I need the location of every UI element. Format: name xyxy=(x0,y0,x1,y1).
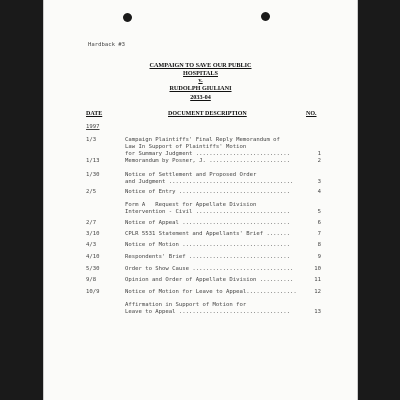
entry-description-line: and Judgment ..................................... xyxy=(125,179,294,185)
entry-description-line: Notice of Settlement and Proposed Order xyxy=(125,172,257,178)
entry-date: 10/9 xyxy=(86,289,100,295)
entry-date: 3/10 xyxy=(86,231,100,237)
entry-description xyxy=(125,231,306,238)
case-title-line: CAMPAIGN TO SAVE OUR PUBLIC xyxy=(149,62,252,69)
entry-description-line: Form A Request for Appellate Division xyxy=(125,202,257,208)
case-title-line: RUDOLPH GIULIANI xyxy=(169,84,232,92)
column-header-date: DATE xyxy=(86,111,103,117)
entry-date: 4/10 xyxy=(86,254,100,260)
entry-description-line: Notice of Motion for Leave to Appeal............... xyxy=(125,289,297,295)
entry-number: 13 xyxy=(314,309,321,315)
entry-description xyxy=(125,137,306,158)
entry-description-line: Memorandum by Posner, J. ........................ xyxy=(125,158,291,164)
hardback-label: Hardback #3 xyxy=(88,42,126,48)
column-header-description: DOCUMENT DESCRIPTION xyxy=(168,111,247,117)
entry-description xyxy=(125,202,306,216)
entry-description xyxy=(125,266,306,273)
document-page xyxy=(44,0,357,400)
entry-number: 11 xyxy=(314,277,321,283)
entry-number: 3 xyxy=(317,179,321,185)
entry-description-line: Leave to Appeal ................................. xyxy=(125,309,291,315)
entry-description xyxy=(125,189,306,196)
case-title-line: v. xyxy=(198,77,203,85)
entry-description xyxy=(125,242,306,249)
entry-description-line: for Summary Judgment ............................ xyxy=(125,151,291,157)
entry-description-line: CPLR 5531 Statement and Appellants' Brief ....... xyxy=(125,231,291,237)
entry-description xyxy=(125,254,306,261)
entry-description-line: Intervention - Civil ............................ xyxy=(125,209,291,215)
entry-number: 9 xyxy=(317,254,321,260)
case-title xyxy=(44,62,357,102)
entry-description xyxy=(125,220,306,227)
entry-number: 4 xyxy=(317,189,321,195)
binder-hole xyxy=(123,13,132,22)
entry-date: 1/13 xyxy=(86,158,100,164)
entry-number: 1 xyxy=(317,151,321,157)
entry-description-line: Notice of Entry ................................. xyxy=(125,189,291,195)
entry-date: 5/30 xyxy=(86,266,100,272)
entry-description-line: Notice of Motion ................................ xyxy=(125,242,291,248)
year-heading: 1997 xyxy=(86,124,100,130)
entry-description xyxy=(125,302,306,316)
entry-date: 4/3 xyxy=(86,242,97,248)
entry-description-line: Respondents' Brief .............................. xyxy=(125,254,291,260)
entry-date: 2/7 xyxy=(86,220,97,226)
entry-number: 2 xyxy=(317,158,321,164)
entry-date: 9/8 xyxy=(86,277,97,283)
entry-description xyxy=(125,158,306,165)
column-header-number: NO. xyxy=(306,111,317,117)
case-title-line: HOSPITALS xyxy=(183,69,218,77)
entry-description-line: Notice of Appeal ................................ xyxy=(125,220,291,226)
entry-date: 1/3 xyxy=(86,137,97,143)
entry-description-line: Opinion and Order of Appellate Division .......... xyxy=(125,277,294,283)
entry-description xyxy=(125,172,306,186)
entry-description xyxy=(125,289,306,296)
entry-number: 5 xyxy=(317,209,321,215)
entry-number: 12 xyxy=(314,289,321,295)
entry-description xyxy=(125,277,306,284)
entry-description-line: Campaign Plaintiffs' Final Reply Memorandum of xyxy=(125,137,280,143)
entry-date: 2/5 xyxy=(86,189,97,195)
entry-number: 7 xyxy=(317,231,321,237)
entry-number: 10 xyxy=(314,266,321,272)
entry-number: 6 xyxy=(317,220,321,226)
binder-hole xyxy=(261,12,270,21)
entry-description-line: Affirmation in Support of Motion for xyxy=(125,302,247,308)
entry-date: 1/30 xyxy=(86,172,100,178)
entry-number: 8 xyxy=(317,242,321,248)
entry-description-line: Law In Support of Plaintiffs' Motion xyxy=(125,144,247,150)
case-title-line: 2033-04 xyxy=(190,94,211,102)
entry-description-line: Order to Show Cause .............................. xyxy=(125,266,294,272)
